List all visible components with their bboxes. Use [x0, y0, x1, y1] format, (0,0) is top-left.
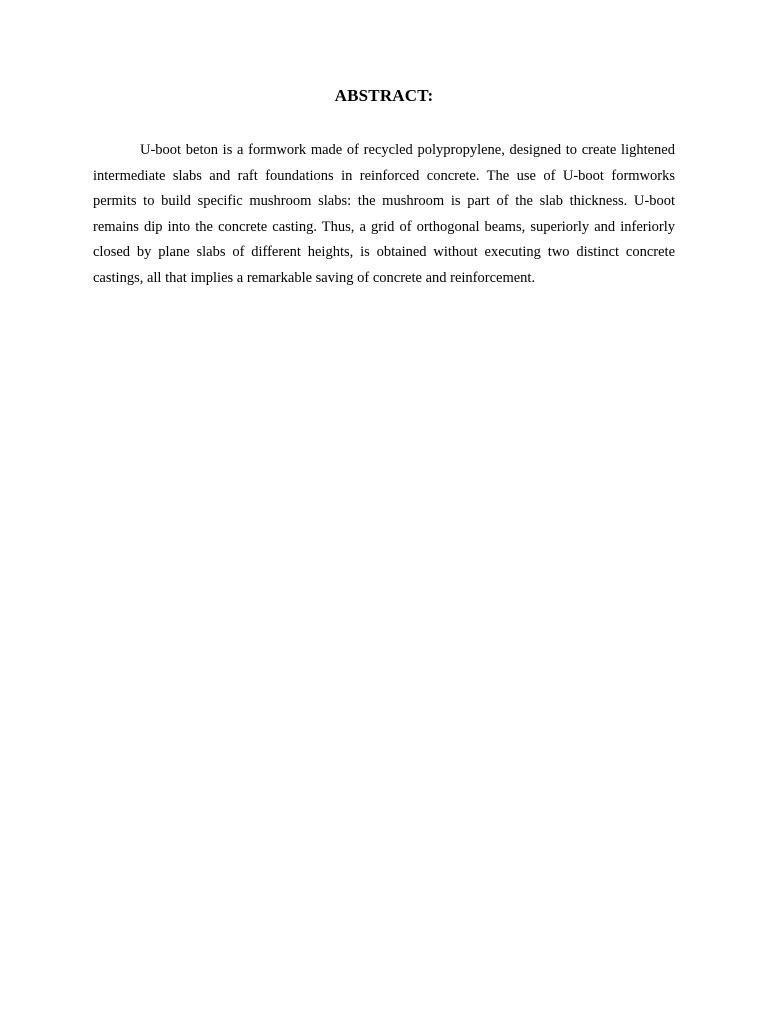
abstract-paragraph: U-boot beton is a formwork made of recycled polypropylene, designed to create lightened intermediate slabs and raft foundations in reinforced concrete. The use of U-boot formworks permits to build specific mushroom slabs: the mushroom is part of the slab thickness. U-boot remains dip into the concrete casting. Thus, a grid of orthogonal beams, superiorly and inferiorly closed by plane slabs of different heights, is obtained without executing two distinct concrete castings, all that implies a remarkable saving of concrete and reinforcement.	[93, 142, 675, 286]
abstract-heading: ABSTRACT:	[334, 86, 434, 105]
